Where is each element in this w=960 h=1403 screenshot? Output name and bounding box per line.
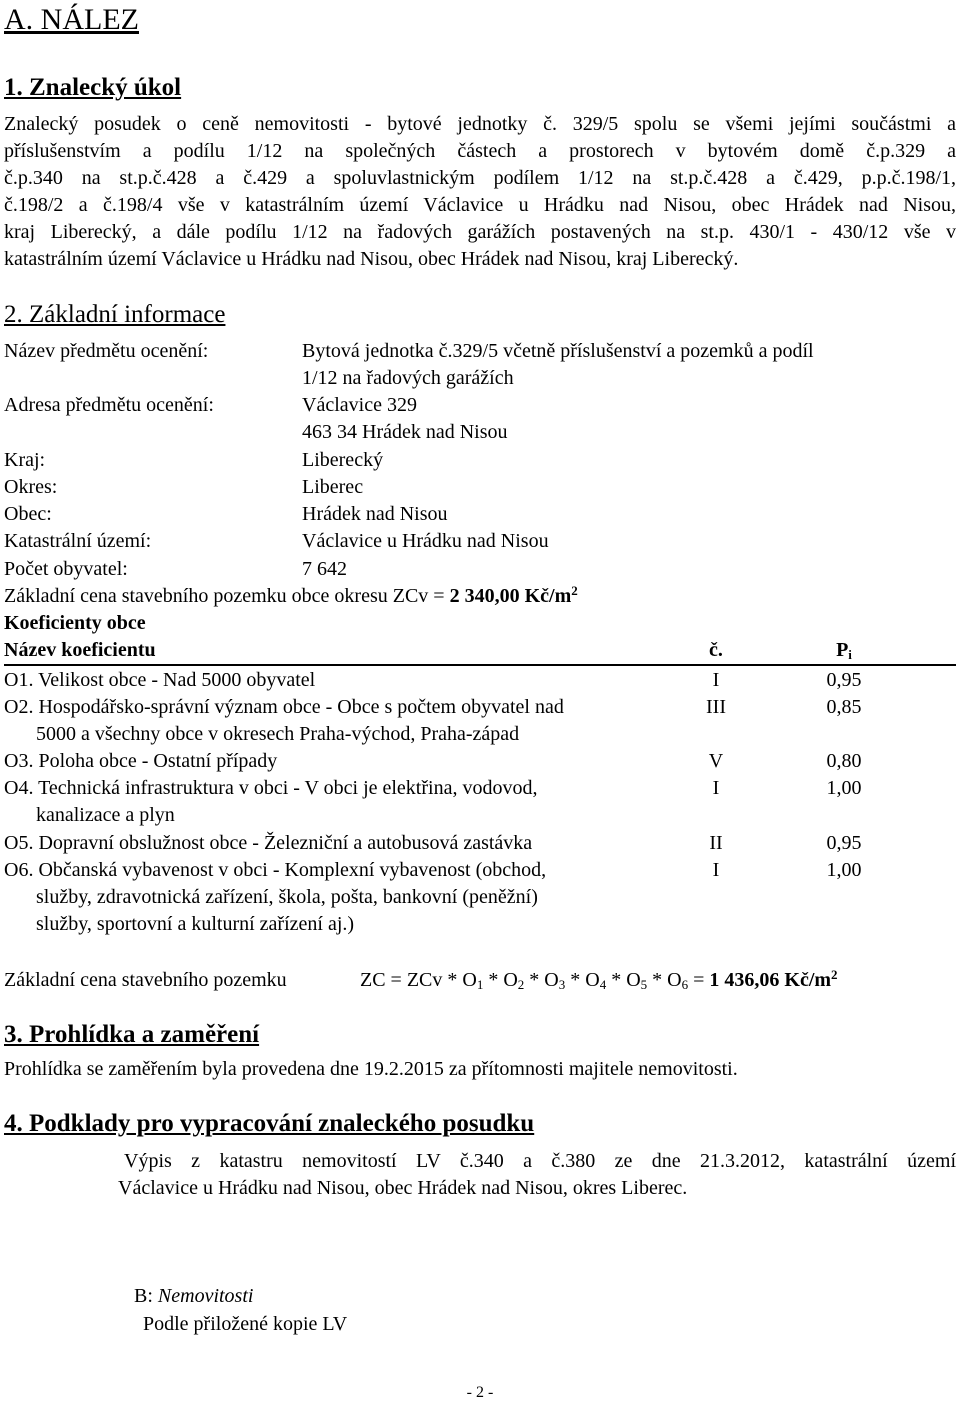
coef-value: 0,95 xyxy=(826,832,862,854)
region-value: Liberecký xyxy=(302,449,384,471)
coef-name: O1. Velikost obce - Nad 5000 obyvatel xyxy=(4,669,316,691)
cadastre-label: Katastrální území: xyxy=(4,530,152,552)
section-3-heading: 3. Prohlídka a zaměření xyxy=(4,1021,260,1048)
section-3-text: Prohlídka se zaměřením byla provedena dne 19.2.2015 za přítomnosti majitele nemovitosti. xyxy=(4,1058,738,1080)
subject-row xyxy=(4,338,956,365)
municipality-label: Obec: xyxy=(4,503,52,525)
text-line: Výpis z katastru nemovitostí LV č.340 a č.380 ze dne 21.3.2012, katastrální území xyxy=(124,1150,956,1172)
coef-code: II xyxy=(709,832,723,854)
region-row xyxy=(4,447,956,474)
coef-heading: Koeficienty obce xyxy=(4,612,146,634)
address-label: Adresa předmětu ocenění: xyxy=(4,394,214,416)
coef-code: I xyxy=(712,859,720,881)
base-price-row xyxy=(4,583,956,610)
coef-header-code: č. xyxy=(709,639,723,661)
coef-code: I xyxy=(712,669,720,691)
section-4-heading: 4. Podklady pro vypracování znaleckého posudku xyxy=(4,1110,535,1137)
coef-code: V xyxy=(708,750,724,772)
zc-formula: ZC = ZCv * $O_1 * O_2 * O_3 * O_4 * O_5 * O_6 = 1$ 436,06 $Kč/m^2$ xyxy=(360,967,838,992)
population-row xyxy=(4,556,956,583)
coef-header-value: $P_i$ xyxy=(836,639,852,662)
region-label: Kraj: xyxy=(4,449,46,471)
base-price-sup: 2 xyxy=(571,583,578,598)
section-b-text: Podle přiložené kopie LV xyxy=(143,1313,348,1335)
page-title: A. NÁLEZ xyxy=(4,3,139,36)
coef-value: 0,85 xyxy=(826,696,862,718)
zc-formula-row xyxy=(4,967,956,994)
text-line: kraj Liberecký, a dále podílu 1/12 na řadových garážích postavených na st.p. 430/1 - 430/12 vše v xyxy=(4,221,956,243)
text-line: příslušenstvím a podílu 1/12 na společných částech a prostorech v bytovém domě č.p.329 a xyxy=(4,140,956,162)
district-row xyxy=(4,474,956,501)
coef-value: 0,80 xyxy=(826,750,862,772)
section-4-text xyxy=(124,1148,956,1175)
text-line: Václavice u Hrádku nad Nisou, obec Hrádek nad Nisou, okres Liberec. xyxy=(118,1177,688,1199)
coef-name-cont: kanalizace a plyn xyxy=(36,804,175,826)
coef-value: 1,00 xyxy=(826,859,862,881)
section-2-heading: 2. Základní informace xyxy=(4,301,226,328)
coef-name: O4. Technická infrastruktura v obci - V obci je elektřina, vodovod, xyxy=(4,777,538,799)
coef-name: O5. Dopravní obslužnost obce - Železniční a autobusová zastávka xyxy=(4,832,533,854)
population-value: 7 642 xyxy=(302,558,347,580)
section-b-heading: B: Nemovitosti xyxy=(134,1285,254,1307)
cadastre-row xyxy=(4,528,956,555)
zc-value: 1 436,06 Kč/m xyxy=(709,969,832,991)
address-value-cont: 463 34 Hrádek nad Nisou xyxy=(302,421,508,443)
coef-name: O2. Hospodářsko-správní význam obce - Obce s počtem obyvatel nad xyxy=(4,696,564,718)
coef-name-cont: 5000 a všechny obce v okresech Praha-východ, Praha-západ xyxy=(36,723,520,745)
cadastre-value: Václavice u Hrádku nad Nisou xyxy=(302,530,549,552)
page-number: - 2 - xyxy=(466,1384,494,1401)
coef-code: III xyxy=(706,696,726,718)
subject-label: Název předmětu ocenění: xyxy=(4,340,209,362)
municipality-row xyxy=(4,501,956,528)
base-price-text: Základní cena stavebního pozemku obce okresu ZCv = xyxy=(4,585,450,607)
coef-value: 1,00 xyxy=(826,777,862,799)
subject-value: Bytová jednotka č.329/5 včetně příslušenství a pozemků a podíl xyxy=(302,340,814,362)
coef-name-cont: služby, zdravotnická zařízení, škola, pošta, bankovní (peněžní) xyxy=(36,886,538,908)
address-row-cont xyxy=(4,419,956,446)
text-line: č.198/2 a č.198/4 vše v katastrálním území Václavice u Hrádku nad Nisou, obec Hrádek nad Nisou, xyxy=(4,194,956,216)
text-line: katastrálním území Václavice u Hrádku nad Nisou, obec Hrádek nad Nisou, kraj Liberecký. xyxy=(4,248,739,270)
coef-name: O3. Poloha obce - Ostatní případy xyxy=(4,750,278,772)
text-line: Znalecký posudek o ceně nemovitosti - bytové jednotky č. 329/5 spolu se všemi jejími součástmi a xyxy=(4,113,956,135)
coef-code: I xyxy=(712,777,720,799)
subject-value-cont: 1/12 na řadových garážích xyxy=(302,367,514,389)
section-4-text-cont xyxy=(118,1175,956,1202)
coef-table-header xyxy=(4,637,956,666)
district-label: Okres: xyxy=(4,476,58,498)
zc-label: Základní cena stavebního pozemku xyxy=(4,969,287,991)
address-row xyxy=(4,392,956,419)
coef-name: O6. Občanská vybavenost v obci - Komplexní vybavenost (obchod, xyxy=(4,859,547,881)
subject-row-cont xyxy=(4,365,956,392)
coef-header-name: Název koeficientu xyxy=(4,639,156,661)
municipality-value: Hrádek nad Nisou xyxy=(302,503,448,525)
text-line: č.p.340 na st.p.č.428 a č.429 a spoluvlastnickým podílem 1/12 na st.p.č.428 a č.429, p.p.č.198/1, xyxy=(4,167,956,189)
coef-value: 0,95 xyxy=(826,669,862,691)
address-value: Václavice 329 xyxy=(302,394,417,416)
coef-name-cont: služby, sportovní a kulturní zařízení aj.) xyxy=(36,913,355,935)
district-value: Liberec xyxy=(302,476,364,498)
section-1-heading: 1. Znalecký úkol xyxy=(4,74,182,101)
population-label: Počet obyvatel: xyxy=(4,558,128,580)
section-1-text xyxy=(4,111,956,273)
base-price-value: 2 340,00 Kč/m xyxy=(449,585,572,607)
